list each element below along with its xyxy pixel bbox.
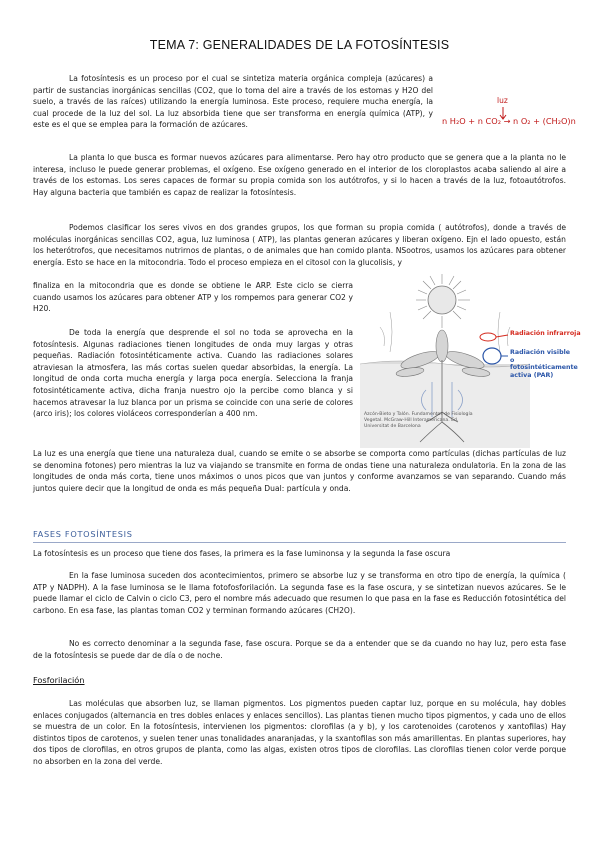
equation-text: n H₂O + n CO₂ → n O₂ + (CH₂O)n	[442, 116, 576, 126]
paragraph-dual-text: La luz es una energía que tiene una naturaleza dual, cuando se emite o se absorbe se comporta como partículas (dichas partículas de luz se denomina fotones) pero mientras la luz va viajando se transmite en forma de ondas tiene una naturaleza ondulatoria. En la zona de las longitudes de onda más corta, tiene unos máximos o unos picos que van juntos y conforme avanzamos se van separando. Cuando más juntos quiere decir que la longitud de onda es más pequeña Dual: partícula y onda.	[33, 449, 566, 493]
paragraph-mitocondria	[33, 280, 353, 315]
figure-caption: Azcón-Bieto y Talón. Fundamentos de Fisiología Vegetal. McGraw-Hill Interamericana. Ed. Universitat de Barcelona	[364, 412, 473, 429]
sun-icon	[416, 274, 470, 328]
paragraph-mitocondria-text: finaliza en la mitocondria que es donde se obtiene le ARP. Este ciclo se cierra cuando usamos los azúcares para obtener ATP y los rompemos para generar CO2 y H20.	[33, 281, 353, 314]
label-par: Radiación visible o fotosintéticamente activa (PAR)	[510, 349, 578, 379]
equation-light-label: luz	[497, 96, 508, 105]
paragraph-pigmentos	[33, 698, 566, 768]
photosynthesis-equation	[442, 96, 592, 136]
paragraph-fase-luminosa-text: En la fase luminosa suceden dos acontecimientos, primero se absorbe luz y se transforma en otro tipo de energía, la química ( ATP y NADPH). A la fase luminosa se le llama fotofosforilación. La segunda fase es la fase oscura, y se sintetizan nuevos azúcares. Se le puede llamar el ciclo de Calvin o ciclo C3, pero el nombre más adecuado que resumen lo que pasa en la fase es Reducción fotosintética del carbono. En esa fase, las plantas toman CO2 y terminan formando azúcares (CH2O).	[33, 571, 566, 615]
paragraph-fases-text: La fotosíntesis es un proceso que tiene dos fases, la primera es la fase luminonsa y la segunda la fase oscura	[33, 549, 451, 558]
paragraph-clasificacion	[33, 222, 566, 268]
label-infrarroja: Radiación infrarroja	[510, 330, 581, 337]
paragraph-fase-luminosa	[33, 570, 566, 616]
paragraph-fases	[33, 548, 566, 560]
intro-text: La fotosíntesis es un proceso por el cual se sintetiza materia orgánica compleja (azúcares) a partir de sustancias inorgánicas sencillas (CO2, que lo toma del aire a través de los estomas y H2O del suelo, a través de las raíces) utilizando la energía luminosa. Este proceso, requiere mucha energía, la cual procede de la luz del sol. La luz absorbida tiene que ser transforma en energía química (ATP), y este es el que se emplea para la formación de azúcares.	[33, 74, 433, 130]
paragraph-fase-oscura	[33, 638, 566, 661]
paragraph-pigmentos-text: Las moléculas que absorben luz, se llaman pigmentos. Los pigmentos pueden captar luz, porque en su molécula, hay dobles enlaces conjugados (alternancia en tres dobles enlaces y enlaces sencillos). Las plantas tienen mucho tipos pigmentos, y cada uno de ellos se muestra de un color. En la fotosíntesis, intervienen los pigmentos: clorofilas (a y b), y los carotenoides (carotenos y xantofilas) Hay distintos tipos de carotenos, y suelen tener unas tonalidades anaranjadas, y la sxantofilas son más amarillentas. En plantas superiores, hay dos tipos de clorofilas, en otros grupos de planta, como las algas, existen otros tipos de clorofilas. Las clorofilas tienen color verde porque no absorben en la zona del verde.	[33, 699, 566, 766]
paragraph-energia-text: De toda la energía que desprende el sol no toda se aprovecha en la fotosíntesis. Algunas radiaciones tienen longitudes de onda muy largas y otras pequeñas. Radiación fotosintéticamente activa. Cuando las radiaciones solares atraviesan la atmosfera, las más cortas suelen quedar absorbidas, la energía. La longitud de onda corta mucha energía y larga poca energía. Selecciona la franja fotosintéticamente activa, dicha franja nuestro ojo la percibe como blanca y si hacemos atravesar la luz blanca por un prisma se coincide con una serie de colores (arco iris); los colores violáceos corresponderían a 400 nm.	[33, 328, 353, 419]
paragraph-planta-text: La planta lo que busca es formar nuevos azúcares para alimentarse. Pero hay otro producto que se genera que a la planta no le interesa, incluso le puede generar problemas, el oxígeno. Ese oxígeno generado en el interior de los cloroplastos acaba saliendo al aire a través de los estomas. Los seres capaces de formar su propia comida son los autótrofos, y si lo hacen a través de la luz, fotoautótrofos. Hay alguna bacteria que también es capaz de realizar la fotosíntesis.	[33, 153, 566, 197]
section-heading-fases: FASES FOTOSÍNTESIS	[33, 529, 133, 539]
paragraph-fase-oscura-text: No es correcto denominar a la segunda fase, fase oscura. Porque se da a entender que se da cuando no hay luz, pero esta fase de la fotosíntesis se puede dar de día o de noche.	[33, 639, 566, 660]
page-title: TEMA 7: GENERALIDADES DE LA FOTOSÍNTESIS	[149, 38, 450, 52]
paragraph-clasificacion-text: Podemos clasificar los seres vivos en dos grandes grupos, los que forman su propia comida ( autótrofos), donde a través de moléculas inorgánicas sencillas CO2, agua, luz luminosa ( ATP), las plantas generan azúcares y liberan oxígeno. Ejn el lado opuesto, están los heterótrofos, que necesitamos nutrirnos de plantas, o de animales que han comido planta. NSootros, usamos los azúcares para obtener energía. Esto se hace en la mitocondria. Todo el proceso empieza en el citosol con la glucolisis, y	[33, 223, 566, 267]
paragraph-planta	[33, 152, 566, 198]
paragraph-dual	[33, 448, 566, 494]
section-heading-fosforilacion: Fosforilación	[33, 675, 85, 685]
paragraph-energia	[33, 327, 353, 420]
intro-paragraph	[33, 73, 433, 131]
section-divider	[33, 542, 566, 543]
infra-pointer	[496, 335, 508, 337]
